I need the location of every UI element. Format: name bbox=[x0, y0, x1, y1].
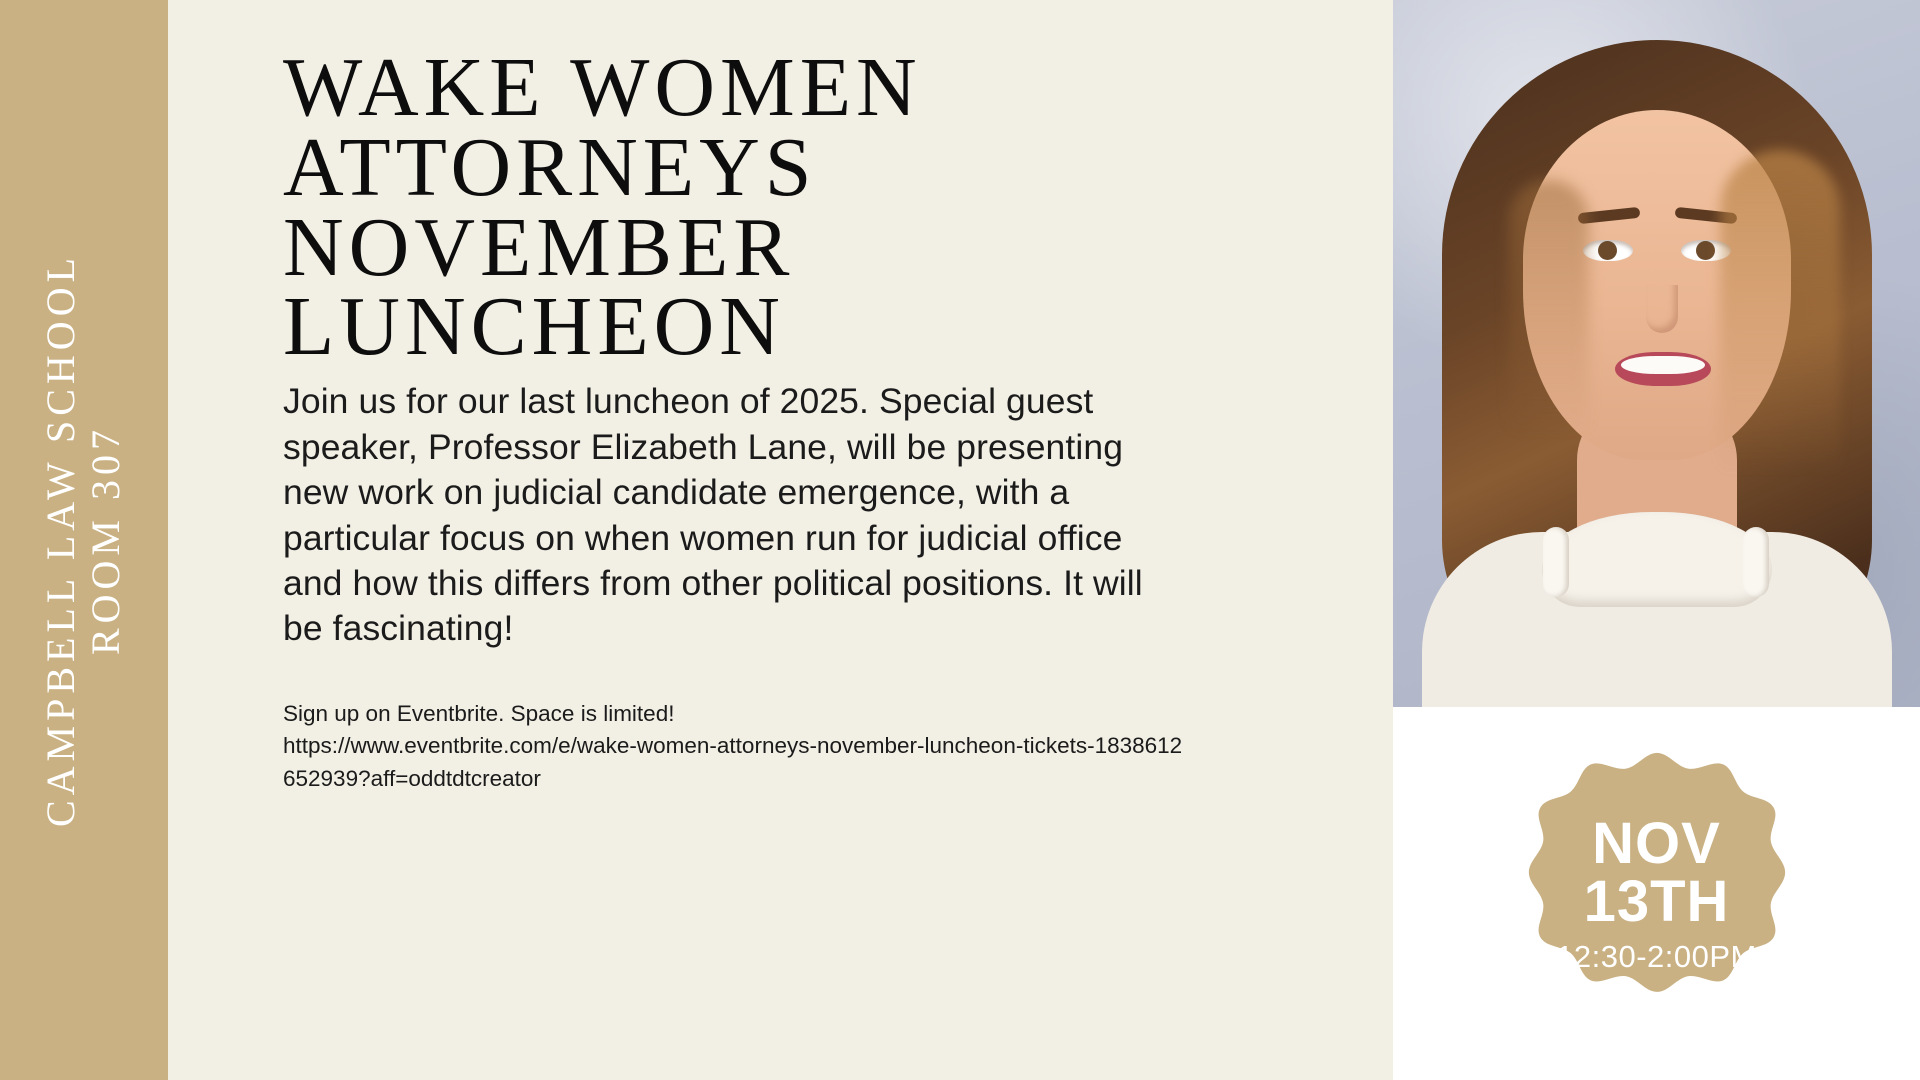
venue-line-2: ROOM 307 bbox=[83, 424, 128, 656]
badge-time: 12:30-2:00PM bbox=[1556, 939, 1757, 974]
nose-shape bbox=[1646, 285, 1678, 333]
hair-highlight-left bbox=[1509, 180, 1589, 480]
speaker-headshot bbox=[1393, 0, 1920, 707]
teeth-shape bbox=[1621, 356, 1705, 374]
signup-note: Sign up on Eventbrite. Space is limited! bbox=[283, 700, 675, 726]
event-title bbox=[283, 41, 1353, 374]
collar-ruffle-left bbox=[1543, 527, 1569, 597]
venue-sidebar bbox=[0, 0, 168, 1080]
date-badge-area bbox=[1393, 707, 1920, 1080]
collar-ruffle-right bbox=[1743, 527, 1769, 597]
title-line-4: LUNCHEON bbox=[283, 280, 785, 374]
badge-day: 13TH bbox=[1583, 869, 1730, 934]
mouth-shape bbox=[1615, 352, 1711, 386]
venue-text bbox=[39, 253, 129, 827]
iris-right bbox=[1696, 241, 1715, 260]
badge-month: NOV bbox=[1592, 811, 1721, 876]
hair-highlight-right bbox=[1720, 150, 1840, 530]
venue-line-1: CAMPBELL LAW SCHOOL bbox=[38, 252, 84, 828]
event-description: Join us for our last luncheon of 2025. Special guest speaker, Professor Elizabeth Lane, will be presenting new work on judicial candidate emergence, with a particular focus on when women run for judicial office and how this differs from other political positions. It will be fascinating! bbox=[283, 381, 1143, 649]
date-badge-text bbox=[1556, 811, 1757, 974]
right-column bbox=[1393, 0, 1920, 1080]
title-line-3: NOVEMBER bbox=[283, 200, 795, 294]
date-badge bbox=[1513, 750, 1801, 1038]
title-line-1: WAKE WOMEN bbox=[283, 41, 922, 134]
eventbrite-link[interactable]: https://www.eventbrite.com/e/wake-women-attorneys-november-luncheon-tickets-1838612652939?aff=oddtdtcreator bbox=[283, 733, 1183, 792]
iris-left bbox=[1598, 241, 1617, 260]
signup-block bbox=[283, 698, 1183, 796]
main-content bbox=[168, 0, 1393, 1080]
title-line-2: ATTORNEYS bbox=[283, 120, 817, 214]
